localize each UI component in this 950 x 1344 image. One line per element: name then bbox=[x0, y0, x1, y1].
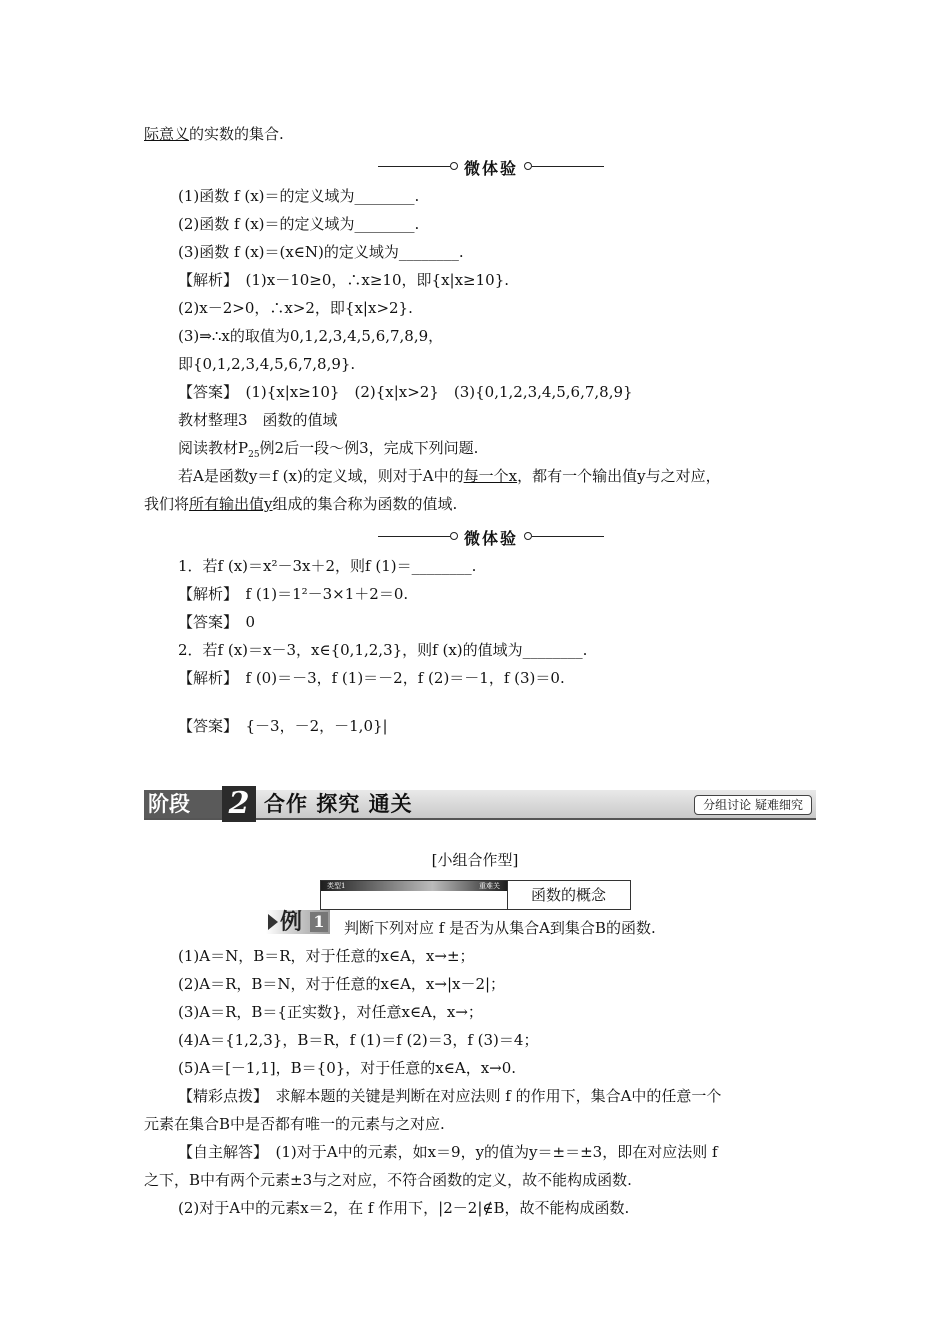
banner-stage-number: 2 bbox=[222, 786, 256, 822]
page-subscript: 25 bbox=[248, 450, 260, 460]
text-fragment: 组成的集合称为函数的值域. bbox=[272, 495, 458, 513]
underlined-term: 所有输出值y bbox=[189, 495, 273, 513]
answer-line: 【答案】 0 bbox=[178, 613, 256, 631]
analysis-line: (2)x－2>0，∴x>2，即{x|x>2}. bbox=[178, 299, 413, 317]
type-box-name: 函数的概念 bbox=[530, 886, 606, 904]
text-line bbox=[178, 466, 721, 486]
analysis-line: (3)⇒∴x的取值为0,1,2,3,4,5,6,7,8,9， bbox=[178, 327, 444, 345]
analysis-line: 即{0,1,2,3,4,5,6,7,8,9}. bbox=[178, 355, 356, 373]
divider-dot bbox=[524, 532, 532, 540]
text-line bbox=[144, 494, 457, 514]
example-item: (5)A＝[－1,1]，B＝{0}，对于任意的x∈A，x→0. bbox=[178, 1059, 517, 1077]
stage-banner bbox=[144, 786, 816, 822]
section-title: 教材整理3 函数的值域 bbox=[178, 411, 338, 429]
banner-tag: 分组讨论 疑难细究 bbox=[694, 795, 812, 815]
answer-line: 【答案】 {－3，－2，－1,0}| bbox=[178, 717, 388, 735]
text-fragment: ，都有一个输出值y与之对应， bbox=[517, 467, 721, 485]
example-item: (2)A＝R，B＝N，对于任意的x∈A，x→|x－2|； bbox=[178, 975, 506, 993]
exercise-question: (1)函数 f (x)＝的定义域为________. bbox=[178, 187, 420, 205]
arrow-icon bbox=[268, 914, 278, 930]
divider-rule bbox=[532, 536, 604, 537]
text-fragment: 例2后一段～例3，完成下列问题. bbox=[259, 439, 479, 457]
type-box-label: 类型1 bbox=[327, 882, 346, 890]
text-fragment: 阅读教材P bbox=[178, 439, 249, 457]
solution-line: 【自主解答】 (1)对于A中的元素，如x＝9，y的值为y＝±＝±3，即在对应法则 f bbox=[178, 1143, 718, 1161]
divider-title: 微体验 bbox=[463, 529, 518, 548]
answer-line: 【答案】 (1){x|x≥10} (2){x|x>2} (3){0,1,2,3,4,5,6,7,8,9} bbox=[178, 383, 633, 401]
text-fragment: 的实数的集合. bbox=[189, 125, 284, 143]
analysis-line: 【解析】 f (1)＝1²－3×1＋2＝0. bbox=[178, 585, 409, 603]
example-stem: 判断下列对应 f 是否为从集合A到集合B的函数. bbox=[344, 919, 656, 937]
underlined-term: 每一个x bbox=[463, 467, 518, 485]
analysis-line: 【解析】 f (0)＝－3，f (1)＝－2，f (2)＝－1，f (3)＝0. bbox=[178, 669, 565, 687]
banner-stage-label: 阶段 bbox=[144, 790, 248, 818]
example-item: (4)A＝{1,2,3}，B＝R，f (1)＝f (2)＝3，f (3)＝4； bbox=[178, 1031, 539, 1049]
exercise-question: 1．若f (x)＝x²－3x＋2，则f (1)＝________. bbox=[178, 557, 477, 575]
divider-dot bbox=[524, 162, 532, 170]
example-word: 例 bbox=[280, 909, 303, 935]
text-fragment: 我们将 bbox=[144, 495, 190, 513]
example-number: 1 bbox=[310, 912, 328, 932]
section-divider bbox=[378, 156, 604, 176]
exercise-question: 2．若f (x)＝x－3，x∈{0,1,2,3}，则f (x)的值域为________. bbox=[178, 641, 588, 659]
text-line bbox=[178, 438, 478, 465]
banner-heading: 合作 探究 通关 bbox=[264, 791, 413, 816]
example-item: (1)A＝N，B＝R，对于任意的x∈A，x→±； bbox=[178, 947, 475, 965]
example-item: (3)A＝R，B＝{正实数}，对任意x∈A，x→； bbox=[178, 1003, 483, 1021]
type-box-label: 重难关 bbox=[479, 882, 500, 890]
type-box bbox=[320, 880, 631, 910]
divider-rule bbox=[532, 166, 604, 167]
tip-line: 【精彩点拨】 求解本题的关键是判断在对应法则 f 的作用下，集合A中的任意一个 bbox=[178, 1087, 722, 1105]
exercise-question: (2)函数 f (x)＝的定义域为________. bbox=[178, 215, 420, 233]
solution-line: 之下，B中有两个元素±3与之对应，不符合函数的定义，故不能构成函数. bbox=[144, 1171, 632, 1189]
text-line bbox=[144, 124, 284, 144]
group-label: [小组合作型] bbox=[431, 851, 519, 869]
section-divider bbox=[378, 526, 604, 546]
exercise-question: (3)函数 f (x)＝(x∈N)的定义域为________. bbox=[178, 243, 464, 261]
underlined-term: 际意义 bbox=[144, 125, 190, 143]
tip-line: 元素在集合B中是否都有唯一的元素与之对应. bbox=[144, 1115, 445, 1133]
solution-line: (2)对于A中的元素x＝2，在 f 作用下，|2－2|∉B，故不能构成函数. bbox=[178, 1199, 630, 1217]
divider-title: 微体验 bbox=[463, 159, 518, 178]
text-fragment: 若A是函数y＝f (x)的定义域，则对于A中的 bbox=[178, 467, 464, 485]
analysis-line: 【解析】 (1)x－10≥0，∴x≥10，即{x|x≥10}. bbox=[178, 271, 510, 289]
